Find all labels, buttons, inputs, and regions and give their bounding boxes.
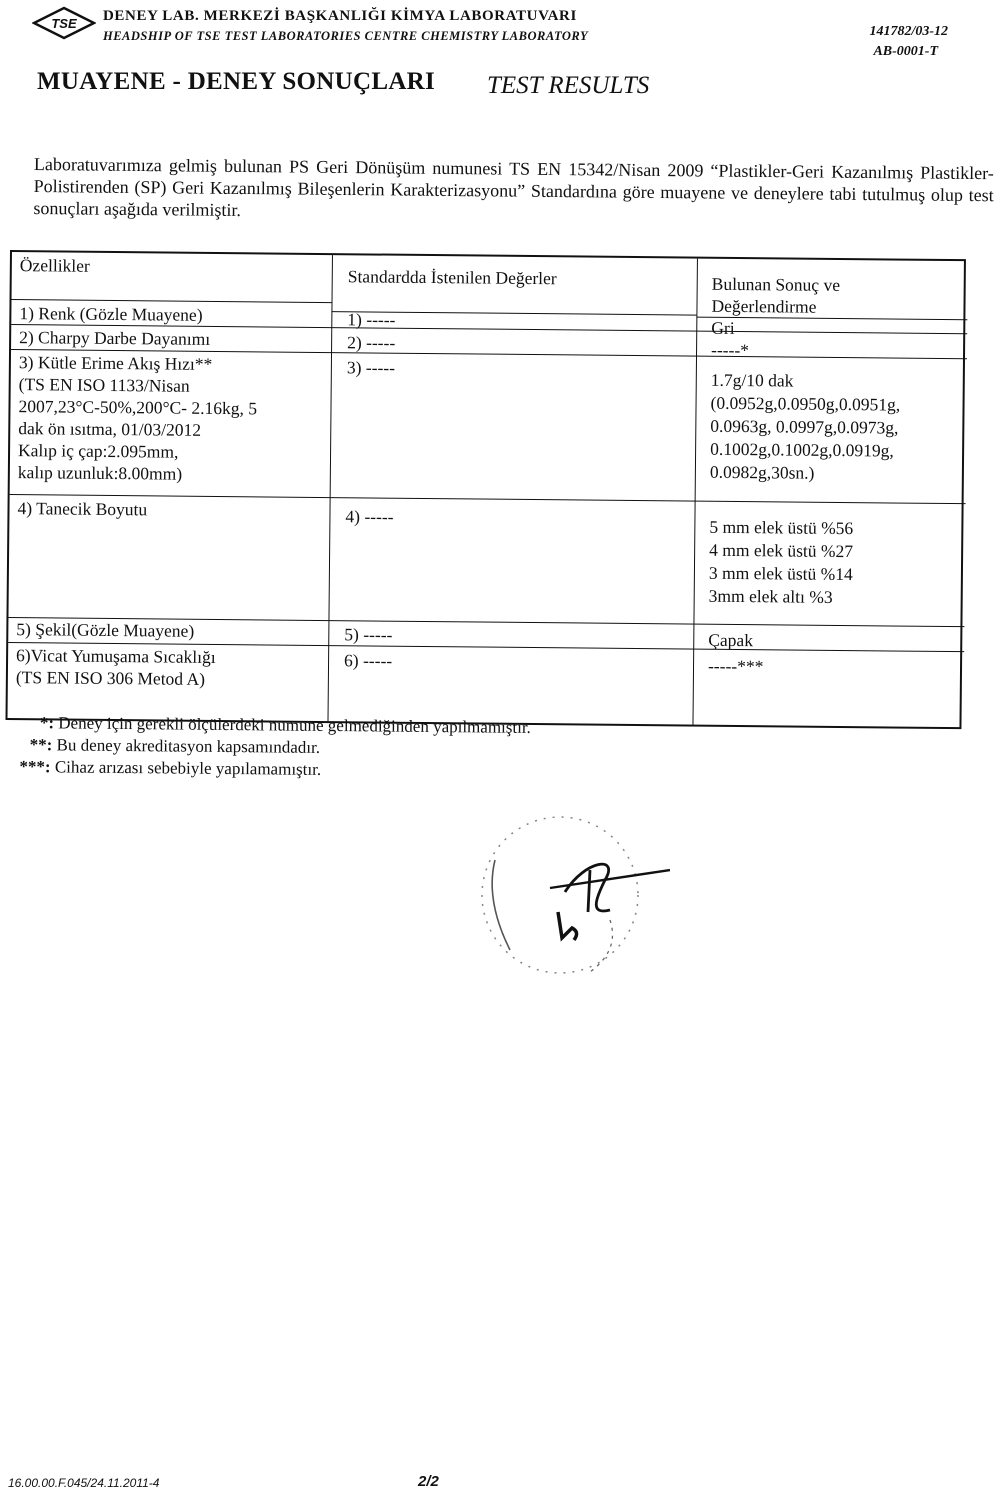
result-value: 5 mm elek üstü %56	[709, 516, 854, 539]
property-particle-size: 4) Tanecik Boyutu	[17, 498, 148, 520]
page-number: 2/2	[418, 1473, 439, 1490]
result-value: 4 mm elek üstü %27	[709, 539, 854, 562]
property-melt-flow-detail: Kalıp iç çap:2.095mm,	[17, 440, 179, 462]
property-melt-flow-detail: dak ön ısıtma, 01/03/2012	[18, 418, 202, 440]
column-divider	[692, 259, 697, 725]
result-value: -----***	[707, 655, 764, 677]
property-melt-flow-detail: 2007,23°C-50%,200°C- 2.16kg, 5	[18, 396, 258, 419]
property-melt-flow: 3) Kütle Erime Akış Hızı**	[18, 352, 213, 374]
result-value: 1.7g/10 dak	[710, 369, 794, 391]
footnote-text: Deney için gerekli ölçülerdeki numune gelmediğinden yapılmamıştır.	[53, 713, 531, 737]
standard-value: 5) -----	[344, 624, 393, 645]
standard-value: 4) -----	[345, 506, 394, 527]
property-color: 1) Renk (Gözle Muayene)	[19, 303, 203, 325]
standard-value: 1) -----	[347, 309, 396, 330]
footnote-mark: **:	[29, 735, 53, 755]
result-value: Çapak	[708, 629, 754, 651]
tse-logo	[32, 6, 96, 40]
footnote-text: Cihaz arızası sebebiyle yapılamamıştır.	[50, 757, 322, 779]
stamp-signature	[470, 800, 670, 990]
form-code: 16.00.00.F.045/24.11.2011-4	[8, 1476, 160, 1490]
result-value: 0.0982g,30sn.)	[709, 461, 815, 483]
document-title: MUAYENE - DENEY SONUÇLARI	[37, 68, 436, 95]
footnote	[17, 756, 530, 783]
footnotes	[17, 712, 531, 783]
lab-name-en: HEADSHIP OF TSE TEST LABORATORIES CENTRE CHEMISTRY LABORATORY	[103, 29, 589, 43]
result-value: (0.0952g,0.0950g,0.0951g,	[710, 392, 901, 415]
intro-paragraph: Laboratuvarımıza gelmiş bulunan PS Geri Dönüşüm numunesi TS EN 15342/Nisan 2009 “Plastikler-Geri Kazanılmış Plastikler-Polistirenden (SP) Geri Kazanılmış Bileşenlerin Karakterizasyonu” Standardına göre muayene ve deneylere tabi tutulmuş olup test sonuçları aşağıda verilmiştir.	[33, 153, 994, 220]
result-value: -----*	[710, 339, 750, 361]
header-result-line1: Bulunan Sonuç ve	[711, 273, 841, 295]
row-divider	[10, 494, 966, 504]
property-vicat-detail: (TS EN ISO 306 Metod A)	[15, 667, 206, 689]
result-value: Gri	[711, 317, 735, 338]
results-table	[5, 250, 965, 729]
standard-value: 2) -----	[347, 332, 396, 353]
header-properties: Özellikler	[19, 255, 90, 276]
reference-number: 141782/03-12	[869, 24, 948, 39]
footnote-mark: *:	[39, 713, 55, 733]
result-value: 0.0963g, 0.0997g,0.0973g,	[710, 415, 899, 438]
column-divider	[327, 255, 332, 721]
lab-name-tr: DENEY LAB. MERKEZİ BAŞKANLIĞI KİMYA LABORATUVARI	[103, 8, 577, 24]
standard-value: 3) -----	[346, 357, 396, 378]
property-charpy: 2) Charpy Darbe Dayanımı	[19, 327, 211, 349]
property-shape: 5) Şekil(Gözle Muayene)	[16, 619, 195, 641]
document-title-english: TEST RESULTS	[487, 72, 650, 99]
footnote-mark: ***:	[19, 757, 51, 777]
property-vicat: 6)Vicat Yumuşama Sıcaklığı	[16, 645, 216, 667]
logo-text: TSE	[51, 16, 77, 31]
footnote-text: Bu deney akreditasyon kapsamındadır.	[52, 735, 321, 757]
standard-value: 6) -----	[343, 650, 393, 671]
property-melt-flow-detail: (TS EN ISO 1133/Nisan	[18, 374, 190, 396]
result-value: 3mm elek altı %3	[708, 585, 833, 607]
reference-code: AB-0001-T	[873, 44, 938, 59]
property-melt-flow-detail: kalıp uzunluk:8.00mm)	[17, 462, 183, 484]
result-value: 0.1002g,0.1002g,0.0919g,	[710, 438, 894, 461]
header-result-line2: Değerlendirme	[711, 295, 817, 317]
row-divider	[696, 317, 967, 321]
header-standard-values: Standardda İstenilen Değerler	[347, 266, 557, 289]
result-value: 3 mm elek üstü %14	[708, 562, 853, 585]
